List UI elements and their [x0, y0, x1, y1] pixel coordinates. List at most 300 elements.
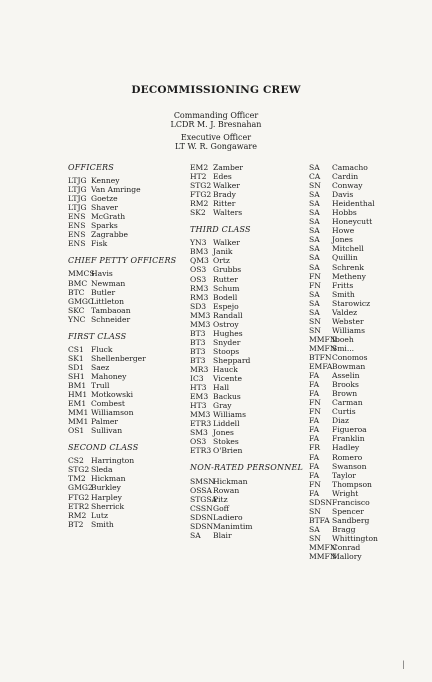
crew-member-row: [190, 284, 308, 293]
executive-officer-heading: Executive Officer: [180, 133, 252, 142]
crew-name: Liddell: [213, 419, 240, 429]
crew-member-row: [190, 247, 308, 256]
crew-rate: HT3: [190, 383, 207, 393]
crew-rate: ETR3: [190, 419, 212, 429]
crew-member-row: [190, 392, 308, 401]
crew-member-row: [68, 306, 180, 315]
crew-name: Butler: [91, 287, 116, 297]
crew-name: Heidenthal: [332, 199, 375, 209]
crew-member-row: [68, 239, 180, 248]
crew-member-row: [309, 353, 427, 362]
crew-member-row: [309, 543, 427, 552]
crew-member-row: [309, 290, 427, 299]
crew-member-row: [309, 299, 427, 308]
crew-name: Swanson: [332, 461, 367, 471]
crew-rate: FN: [309, 407, 321, 417]
crew-rate: IC3: [190, 374, 204, 384]
crew-rate: SD3: [190, 301, 207, 311]
crew-name: Franklin: [332, 434, 365, 444]
crew-name: Espejo: [213, 301, 239, 311]
crew-name: Diaz: [332, 416, 350, 426]
section-heading: OFFICERS: [68, 163, 114, 172]
crew-member-row: [190, 495, 308, 504]
crew-name: Fluck: [91, 344, 113, 354]
crew-name: Iboeh: [332, 334, 354, 344]
crew-name: Hauck: [213, 364, 238, 374]
crew-rate: SN: [309, 533, 321, 543]
crew-name: Snyder: [213, 337, 241, 347]
crew-rate: OSSA: [190, 485, 212, 495]
executive-officer-block: [0, 133, 432, 152]
crew-rate: SDSN: [309, 497, 333, 507]
crew-rate: SA: [309, 208, 320, 218]
crew-rate: SK1: [68, 353, 84, 363]
crew-member-row: [190, 428, 308, 437]
crew-rate: SN: [309, 181, 321, 191]
crew-rate: CS1: [68, 344, 84, 354]
crew-name: Starowicz: [332, 298, 371, 308]
crew-member-row: [68, 212, 180, 221]
crew-member-row: [309, 163, 427, 172]
crew-name: Jones: [332, 235, 353, 245]
crew-rate: MM1: [68, 417, 89, 427]
crew-member-row: [68, 502, 180, 511]
section-heading: NON-RATED PERSONNEL: [190, 463, 303, 473]
crew-rate: MMFN: [309, 542, 337, 552]
crew-name: Hall: [213, 383, 230, 393]
crew-rate: MM3: [190, 410, 211, 420]
crew-name: Conomos: [332, 352, 368, 362]
crew-rate: SN: [309, 325, 321, 335]
crew-name: Metheny: [332, 271, 366, 281]
crew-member-row: [68, 203, 180, 212]
crew-column-1: [68, 163, 180, 529]
crew-name: Bodell: [213, 292, 238, 302]
crew-member-row: [68, 230, 180, 239]
crew-member-row: [309, 498, 427, 507]
crew-member-row: [68, 279, 180, 288]
crew-name: Hickman: [91, 474, 126, 484]
crew-rate: QM3: [190, 256, 209, 266]
crew-member-row: [190, 356, 308, 365]
crew-member-row: [309, 217, 427, 226]
crew-rate: TM2: [68, 474, 86, 484]
crew-rate: BT3: [190, 337, 206, 347]
crew-rate: BMC: [68, 278, 88, 288]
crew-rate: ETR2: [68, 501, 90, 511]
crew-rate: SKC: [68, 305, 85, 315]
crew-name: Stoops: [213, 346, 240, 356]
crew-name: Williams: [332, 325, 366, 335]
crew-rate: FA: [309, 470, 320, 480]
crew-rate: EMFA: [309, 362, 333, 372]
crew-rate: FTG2: [190, 190, 212, 200]
crew-member-row: [309, 244, 427, 253]
crew-rate: EM3: [190, 392, 209, 402]
crew-member-row: [190, 410, 308, 419]
page-title: DECOMMISSIONING CREW: [131, 84, 301, 96]
crew-rate: SA: [309, 226, 320, 236]
crew-member-row: [309, 453, 427, 462]
crew-name: Havis: [91, 269, 113, 279]
crew-name: Grubbs: [213, 265, 242, 275]
crew-member-row: [68, 363, 180, 372]
crew-name: Kenney: [91, 176, 120, 186]
crew-member-row: [309, 443, 427, 452]
crew-member-row: [190, 338, 308, 347]
crew-rate: YNC: [68, 314, 86, 324]
crew-member-row: [190, 437, 308, 446]
crew-name: Brown: [332, 389, 358, 399]
crew-name: Schrenk: [332, 262, 364, 272]
crew-rate: MM3: [190, 319, 211, 329]
crew-rate: CS2: [68, 456, 84, 466]
crew-member-row: [68, 426, 180, 435]
crew-rate: OS1: [68, 426, 85, 436]
crew-member-row: [190, 199, 308, 208]
crew-member-row: [190, 504, 308, 513]
crew-member-row: [309, 480, 427, 489]
crew-rate: MM1: [68, 408, 89, 418]
crew-name: Bowman: [332, 362, 366, 372]
crew-name: Camacho: [332, 163, 368, 172]
crew-name: Blair: [213, 530, 232, 540]
crew-rate: BT3: [190, 346, 206, 356]
crew-member-row: [309, 371, 427, 380]
crew-name: Zamber: [213, 163, 243, 172]
commanding-officer-block: [0, 111, 432, 130]
crew-name: Smith: [332, 289, 355, 299]
crew-name: Mallory: [332, 552, 362, 562]
crew-name: Francisco: [332, 497, 370, 507]
crew-rate: BM3: [190, 247, 209, 257]
crew-member-row: [190, 190, 308, 199]
crew-rate: LTJG: [68, 176, 87, 186]
crew-member-row: [309, 199, 427, 208]
crew-rate: FA: [309, 461, 320, 471]
crew-name: Curtis: [332, 407, 356, 417]
crew-name: Trull: [91, 380, 110, 390]
crew-name: Williams: [213, 410, 247, 420]
crew-member-row: [190, 293, 308, 302]
crew-member-row: [309, 434, 427, 443]
section-heading: CHIEF PETTY OFFICERS: [68, 256, 177, 266]
crew-member-row: [190, 163, 308, 172]
crew-rate: OS3: [190, 274, 207, 284]
crew-rate: MMFN: [309, 343, 337, 353]
crew-rate: FA: [309, 425, 320, 435]
crew-name: Ladiero: [213, 512, 243, 522]
crew-rate: LTJG: [68, 203, 87, 213]
crew-rate: BT3: [190, 355, 206, 365]
crew-member-row: [309, 489, 427, 498]
crew-rate: OS3: [190, 265, 207, 275]
crew-member-row: [309, 462, 427, 471]
crew-member-row: [309, 308, 427, 317]
crew-rate: LTJG: [68, 185, 87, 195]
crew-name: Davis: [332, 190, 354, 200]
crew-name: Van Amringe: [91, 185, 141, 195]
crew-name: Whittington: [332, 533, 378, 543]
crew-name: McGrath: [91, 212, 126, 222]
crew-name: Sparks: [91, 221, 118, 231]
crew-member-row: [68, 493, 180, 502]
crew-rate: MR3: [190, 364, 209, 374]
crew-member-row: [309, 226, 427, 235]
crew-name: Cardin: [332, 172, 359, 182]
crew-name: Fritts: [332, 280, 354, 290]
crew-name: Quillin: [332, 253, 358, 263]
crew-name: Smith: [91, 519, 114, 529]
crew-member-row: [190, 531, 308, 540]
crew-name: Schum: [213, 283, 240, 293]
crew-name: Wright: [332, 488, 359, 498]
crew-name: Hughes: [213, 328, 243, 338]
crew-rate: ENS: [68, 221, 86, 231]
crew-name: Ortz: [213, 256, 230, 266]
commanding-officer-name: LCDR M. J. Bresnahan: [170, 120, 262, 130]
crew-rate: SA: [309, 262, 320, 272]
crew-member-row: [309, 326, 427, 335]
crew-member-row: [68, 345, 180, 354]
crew-name: Howe: [332, 226, 355, 236]
crew-member-row: [309, 534, 427, 543]
crew-name: Carman: [332, 398, 363, 408]
crew-rate: ENS: [68, 239, 86, 249]
crew-member-row: [309, 552, 427, 561]
crew-member-row: [309, 190, 427, 199]
crew-member-row: [190, 365, 308, 374]
crew-rate: SD1: [68, 362, 85, 372]
crew-name: Burkley: [91, 483, 121, 493]
crew-name: Asselin: [332, 371, 360, 381]
crew-member-row: [68, 288, 180, 297]
crew-name: Schneider: [91, 314, 131, 324]
crew-member-row: [190, 172, 308, 181]
crew-rate: BM1: [68, 380, 87, 390]
crew-name: O'Brien: [213, 446, 243, 456]
crew-name: Ostroy: [213, 319, 239, 329]
crew-name: Zagrabbe: [91, 230, 129, 240]
crew-member-row: [190, 208, 308, 217]
executive-officer-name: LT W. R. Gongaware: [175, 142, 257, 152]
crew-name: Walters: [213, 208, 243, 218]
crew-member-row: [190, 522, 308, 531]
crew-rate: ENS: [68, 212, 86, 222]
crew-name: Vicente: [213, 374, 242, 384]
crew-rate: FR: [309, 443, 320, 453]
crew-member-row: [190, 275, 308, 284]
crew-member-row: [68, 372, 180, 381]
crew-member-row: [309, 172, 427, 181]
crew-member-row: [309, 281, 427, 290]
crew-name: Fisk: [91, 239, 108, 249]
crew-member-row: [190, 329, 308, 338]
crew-member-row: [309, 263, 427, 272]
crew-rate: SN: [309, 316, 321, 326]
crew-rate: EM2: [190, 163, 209, 172]
crew-member-row: [68, 474, 180, 483]
crew-member-row: [309, 317, 427, 326]
crew-rate: SA: [309, 163, 320, 172]
commanding-officer-heading: Commanding Officer: [173, 111, 259, 120]
crew-name: Hickman: [213, 476, 248, 486]
crew-name: Rutter: [213, 274, 238, 284]
crew-member-row: [309, 516, 427, 525]
crew-member-row: [68, 269, 180, 278]
crew-rate: SA: [309, 289, 320, 299]
crew-name: Mahoney: [91, 371, 127, 381]
crew-rate: MMFN: [309, 552, 337, 562]
crew-name: Randall: [213, 310, 243, 320]
crew-member-row: [190, 446, 308, 455]
crew-member-row: [309, 335, 427, 344]
crew-rate: FA: [309, 416, 320, 426]
crew-member-row: [190, 347, 308, 356]
section-heading: SECOND CLASS: [68, 443, 139, 453]
crew-rate: SA: [309, 217, 320, 227]
crew-name: Conway: [332, 181, 363, 191]
crew-member-row: [309, 507, 427, 516]
crew-name: Harrington: [91, 456, 135, 466]
crew-rate: SN: [309, 506, 321, 516]
crew-member-row: [190, 477, 308, 486]
crew-rate: SA: [309, 298, 320, 308]
crew-member-row: [68, 297, 180, 306]
crew-name: Jones: [213, 428, 234, 438]
crew-name: Walker: [213, 238, 240, 248]
crew-member-row: [309, 425, 427, 434]
crew-rate: HT3: [190, 401, 207, 411]
page-mark: |: [402, 660, 405, 669]
crew-member-row: [68, 483, 180, 492]
crew-column-3: [309, 163, 427, 561]
crew-rate: HT2: [190, 172, 207, 182]
crew-name: Walker: [213, 181, 240, 191]
crew-rate: BTFA: [309, 515, 330, 525]
crew-name: Rowan: [213, 485, 240, 495]
crew-name: Lutz: [91, 510, 108, 520]
crew-rate: SA: [309, 524, 320, 534]
crew-name: Sandberg: [332, 515, 370, 525]
crew-rate: SA: [309, 253, 320, 263]
crew-rate: BTFN: [309, 352, 332, 362]
crew-member-row: [68, 520, 180, 529]
crew-member-row: [309, 181, 427, 190]
crew-name: Spencer: [332, 506, 364, 516]
crew-member-row: [68, 194, 180, 203]
crew-rate: CSSN: [190, 503, 213, 513]
crew-rate: BT2: [68, 519, 84, 529]
crew-name: Harpley: [91, 492, 122, 502]
crew-rate: RM2: [190, 199, 209, 209]
crew-rate: FN: [309, 398, 321, 408]
crew-name: Conrad: [332, 542, 361, 552]
crew-rate: CA: [309, 172, 321, 182]
crew-name: Goff: [213, 503, 230, 513]
crew-rate: STGSA: [190, 494, 218, 504]
crew-name: Palmer: [91, 417, 119, 427]
crew-rate: HM1: [68, 390, 88, 400]
crew-rate: FA: [309, 371, 320, 381]
crew-name: Pitz: [213, 494, 228, 504]
crew-name: Romero: [332, 452, 363, 462]
crew-rate: FA: [309, 389, 320, 399]
crew-name: Gray: [213, 401, 232, 411]
crew-name: Backus: [213, 392, 241, 402]
crew-name: Manimtim: [213, 521, 253, 531]
crew-member-row: [190, 256, 308, 265]
crew-member-row: [68, 408, 180, 417]
crew-member-row: [190, 513, 308, 522]
crew-member-row: [68, 176, 180, 185]
crew-rate: FN: [309, 280, 321, 290]
crew-name: Goetze: [91, 194, 118, 204]
crew-name: Brooks: [332, 380, 359, 390]
crew-member-row: [190, 320, 308, 329]
crew-rate: GMG2: [68, 483, 93, 493]
crew-rate: MMCS: [68, 269, 95, 279]
crew-rate: BTC: [68, 287, 85, 297]
crew-member-row: [190, 374, 308, 383]
crew-member-row: [190, 401, 308, 410]
crew-name: Shaver: [91, 203, 119, 213]
crew-member-row: [309, 398, 427, 407]
crew-rate: SMSN: [190, 476, 215, 486]
crew-rate: SM3: [190, 428, 208, 438]
crew-rate: SA: [309, 235, 320, 245]
crew-member-row: [68, 390, 180, 399]
crew-rate: RM3: [190, 292, 209, 302]
crew-rate: FN: [309, 271, 321, 281]
crew-rate: SA: [309, 190, 320, 200]
crew-rate: OS3: [190, 437, 207, 447]
crew-name: Shellenberger: [91, 353, 146, 363]
crew-member-row: [68, 456, 180, 465]
crew-rate: FN: [309, 479, 321, 489]
crew-rate: MMFN: [309, 334, 337, 344]
crew-member-row: [68, 354, 180, 363]
crew-name: Sherrick: [91, 501, 125, 511]
crew-rate: RM2: [68, 510, 87, 520]
crew-name: Hadley: [332, 443, 360, 453]
crew-name: Ritter: [213, 199, 236, 209]
crew-name: Tambaoan: [91, 305, 131, 315]
crew-rate: EM1: [68, 399, 87, 409]
crew-name: Stokes: [213, 437, 239, 447]
crew-member-row: [190, 265, 308, 274]
section-heading: FIRST CLASS: [68, 331, 127, 341]
crew-member-row: [190, 486, 308, 495]
crew-name: Littleton: [91, 296, 125, 306]
crew-member-row: [68, 185, 180, 194]
crew-rate: ETR3: [190, 446, 212, 456]
crew-name: Hobbs: [332, 208, 357, 218]
section-heading: THIRD CLASS: [190, 225, 251, 235]
crew-member-row: [68, 381, 180, 390]
crew-member-row: [309, 208, 427, 217]
crew-name: Bragg: [332, 524, 356, 534]
crew-name: Taylor: [332, 470, 356, 480]
crew-member-row: [190, 302, 308, 311]
crew-name: Sleda: [91, 465, 113, 475]
crew-rate: SA: [309, 199, 320, 209]
crew-name: Honeycutt: [332, 217, 373, 227]
crew-rate: SA: [309, 307, 320, 317]
crew-rate: RM3: [190, 283, 209, 293]
crew-member-row: [68, 399, 180, 408]
crew-member-row: [309, 362, 427, 371]
